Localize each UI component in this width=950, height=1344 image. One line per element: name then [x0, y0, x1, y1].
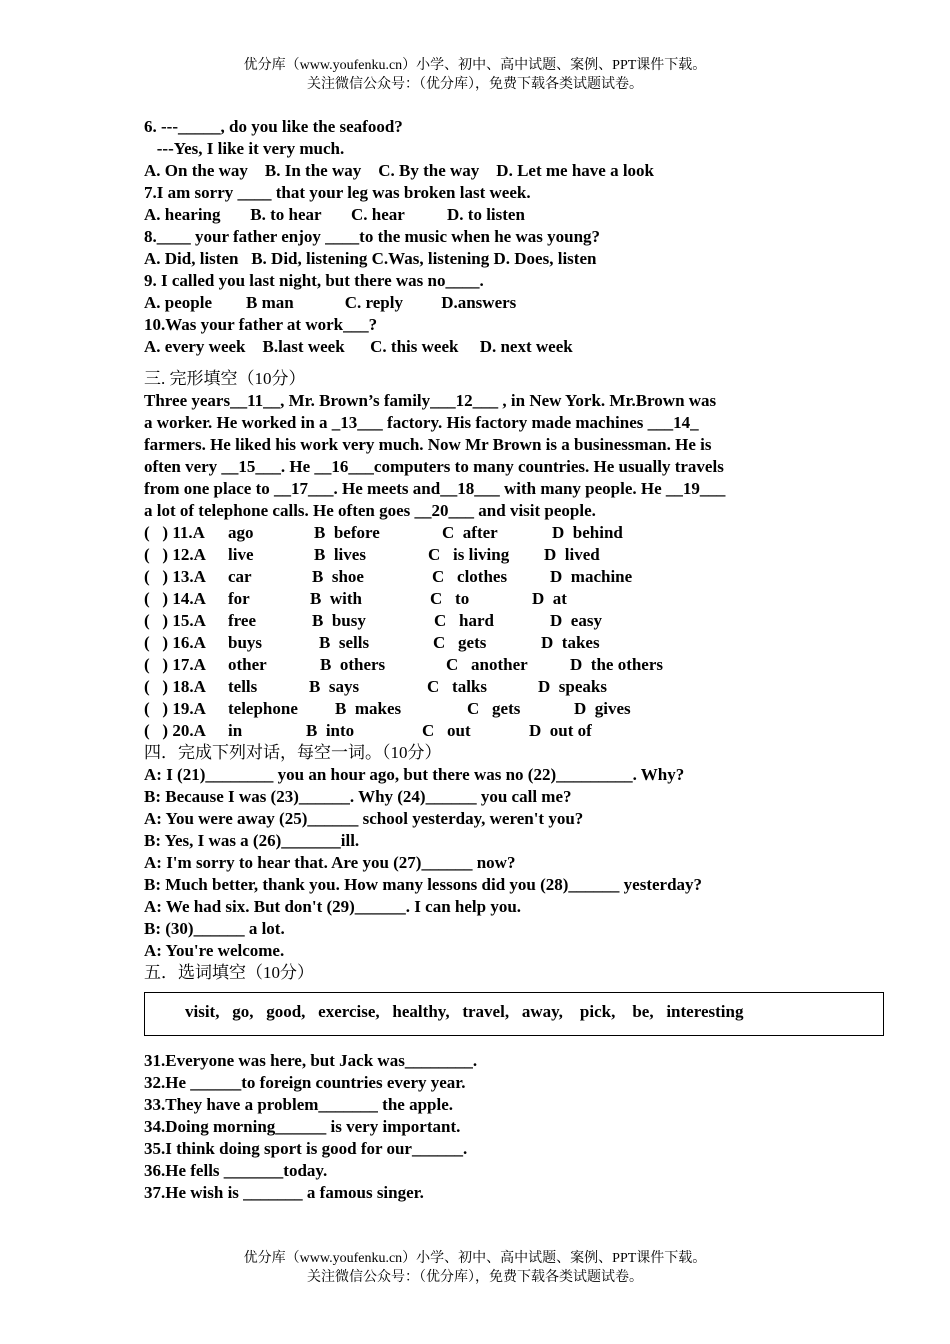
fill-question-32: 32.He ______to foreign countries every year. — [144, 1073, 466, 1092]
option-c: C after — [442, 523, 498, 542]
cloze-question-13 — [144, 566, 884, 588]
option-d: D speaks — [538, 677, 607, 696]
cloze-question-14 — [144, 588, 884, 610]
option-d: D out of — [529, 721, 592, 740]
option-b: B lives — [314, 545, 366, 564]
page-header — [0, 56, 950, 94]
option-d: D behind — [552, 523, 623, 542]
option-a: free — [228, 611, 256, 630]
header-line-1: 优分库（www.youfenku.cn）小学、初中、高中试题、案例、PPT课件下载。 — [243, 58, 707, 73]
question-6-reply: ---Yes, I like it very much. — [144, 139, 345, 158]
option-b: B shoe — [312, 567, 364, 586]
option-c: C out — [422, 721, 471, 740]
option-a: live — [228, 545, 254, 564]
cloze-question-20 — [144, 720, 884, 742]
option-b: B says — [309, 677, 360, 696]
cloze-passage-line: farmers. He liked his work very much. Now Mr Brown is a businessman. He is — [144, 435, 712, 454]
cloze-question-11 — [144, 522, 884, 544]
option-d: D easy — [550, 611, 602, 630]
dialogue-line: B: (30)______ a lot. — [144, 919, 285, 938]
dialogue-line: A: You're welcome. — [144, 941, 285, 960]
cloze-question-18 — [144, 676, 884, 698]
question-10: 10.Was your father at work___? — [144, 315, 378, 334]
option-a: telephone — [228, 699, 298, 718]
option-a: tells — [228, 677, 258, 696]
question-7: 7.I am sorry ____ that your leg was broken last week. — [144, 183, 531, 202]
question-number: ( ) 20.A — [144, 721, 206, 740]
cloze-passage-line: a lot of telephone calls. He often goes __20___ and visit people. — [144, 501, 596, 520]
option-b: B into — [306, 721, 355, 740]
question-9: 9. I called you last night, but there was no____. — [144, 271, 484, 290]
option-b: B makes — [335, 699, 402, 718]
question-number: ( ) 14.A — [144, 589, 206, 608]
question-6: 6. ---_____, do you like the seafood? — [144, 117, 403, 136]
cloze-section — [144, 368, 884, 742]
question-number: ( ) 16.A — [144, 633, 206, 652]
fill-question-34: 34.Doing morning______ is very important. — [144, 1117, 461, 1136]
option-c: C is living — [428, 545, 510, 564]
option-a: ago — [228, 523, 254, 542]
cloze-title: 三. 完形填空（10分） — [144, 369, 306, 388]
question-number: ( ) 17.A — [144, 655, 206, 674]
question-number: ( ) 11.A — [144, 523, 205, 542]
worksheet-content — [144, 116, 884, 1204]
option-a: other — [228, 655, 267, 674]
option-a: for — [228, 589, 250, 608]
page-footer — [0, 1249, 950, 1287]
cloze-question-19 — [144, 698, 884, 720]
dialogue-section — [144, 742, 884, 962]
option-c: C gets — [467, 699, 521, 718]
option-a: in — [228, 721, 243, 740]
question-7-options: A. hearing B. to hear C. hear D. to listen — [144, 205, 525, 224]
question-9-options: A. people B man C. reply D.answers — [144, 293, 517, 312]
cloze-question-16 — [144, 632, 884, 654]
question-8: 8.____ your father enjoy ____to the music when he was young? — [144, 227, 601, 246]
dialogue-line: A: You were away (25)______ school yesterday, weren't you? — [144, 809, 584, 828]
question-8-options: A. Did, listen B. Did, listening C.Was, listening D. Does, listen — [144, 249, 597, 268]
dialogue-line: B: Much better, thank you. How many lessons did you (28)______ yesterday? — [144, 875, 703, 894]
option-b: B with — [310, 589, 362, 608]
cloze-question-17 — [144, 654, 884, 676]
fill-question-35: 35.I think doing sport is good for our______. — [144, 1139, 468, 1158]
question-number: ( ) 13.A — [144, 567, 206, 586]
option-a: buys — [228, 633, 263, 652]
option-d: D at — [532, 589, 567, 608]
header-line-2: 关注微信公众号：（优分库），免费下载各类试题试卷。 — [307, 77, 643, 92]
option-c: C clothes — [432, 567, 508, 586]
cloze-passage-line: a worker. He worked in a _13___ factory. His factory made machines ___14_ — [144, 413, 699, 432]
footer-line-2: 关注微信公众号：（优分库），免费下载各类试题试卷。 — [307, 1270, 643, 1285]
option-c: C to — [430, 589, 470, 608]
option-a: car — [228, 567, 252, 586]
fill-question-37: 37.He wish is _______ a famous singer. — [144, 1183, 424, 1202]
word-bank-box: visit, go, good, exercise, healthy, travel, away, pick, be, interesting — [144, 992, 884, 1036]
option-d: D machine — [550, 567, 633, 586]
fill-question-31: 31.Everyone was here, but Jack was________. — [144, 1051, 478, 1070]
option-c: C hard — [434, 611, 494, 630]
dialogue-line: B: Yes, I was a (26)_______ill. — [144, 831, 360, 850]
cloze-passage-line: Three years__11__, Mr. Brown’s family___12___ , in New York. Mr.Brown was — [144, 391, 717, 410]
dialogue-line: B: Because I was (23)______. Why (24)______ you call me? — [144, 787, 572, 806]
question-number: ( ) 19.A — [144, 699, 206, 718]
question-10-options: A. every week B.last week C. this week D. next week — [144, 337, 573, 356]
cloze-passage-line: from one place to __17___. He meets and__18___ with many people. He __19___ — [144, 479, 726, 498]
cloze-passage-line: often very __15___. He __16___computers to many countries. He usually travels — [144, 457, 724, 476]
fill-question-36: 36.He fells _______today. — [144, 1161, 328, 1180]
question-number: ( ) 12.A — [144, 545, 206, 564]
option-b: B others — [320, 655, 386, 674]
option-c: C another — [446, 655, 528, 674]
word-bank-section — [144, 962, 884, 1204]
option-c: C gets — [433, 633, 487, 652]
dialogue-line: A: We had six. But don't (29)______. I can help you. — [144, 897, 522, 916]
option-b: B busy — [312, 611, 366, 630]
question-6-options: A. On the way B. In the way C. By the way D. Let me have a look — [144, 161, 654, 180]
option-b: B sells — [319, 633, 370, 652]
multiple-choice-section — [144, 116, 884, 358]
question-number: ( ) 18.A — [144, 677, 206, 696]
option-d: D gives — [574, 699, 631, 718]
dialogue-line: A: I'm sorry to hear that. Are you (27)______ now? — [144, 853, 516, 872]
option-c: C talks — [427, 677, 487, 696]
dialogue-line: A: I (21)________ you an hour ago, but there was no (22)_________. Why? — [144, 765, 685, 784]
cloze-question-15 — [144, 610, 884, 632]
option-b: B before — [314, 523, 380, 542]
footer-line-1: 优分库（www.youfenku.cn）小学、初中、高中试题、案例、PPT课件下载。 — [243, 1251, 707, 1266]
fill-question-33: 33.They have a problem_______ the apple. — [144, 1095, 454, 1114]
option-d: D lived — [544, 545, 600, 564]
option-d: D takes — [541, 633, 600, 652]
word-bank-title: 五．选词填空（10分） — [144, 963, 314, 982]
question-number: ( ) 15.A — [144, 611, 206, 630]
cloze-question-12 — [144, 544, 884, 566]
dialogue-title: 四．完成下列对话，每空一词。（10分） — [144, 743, 442, 762]
option-d: D the others — [570, 655, 664, 674]
